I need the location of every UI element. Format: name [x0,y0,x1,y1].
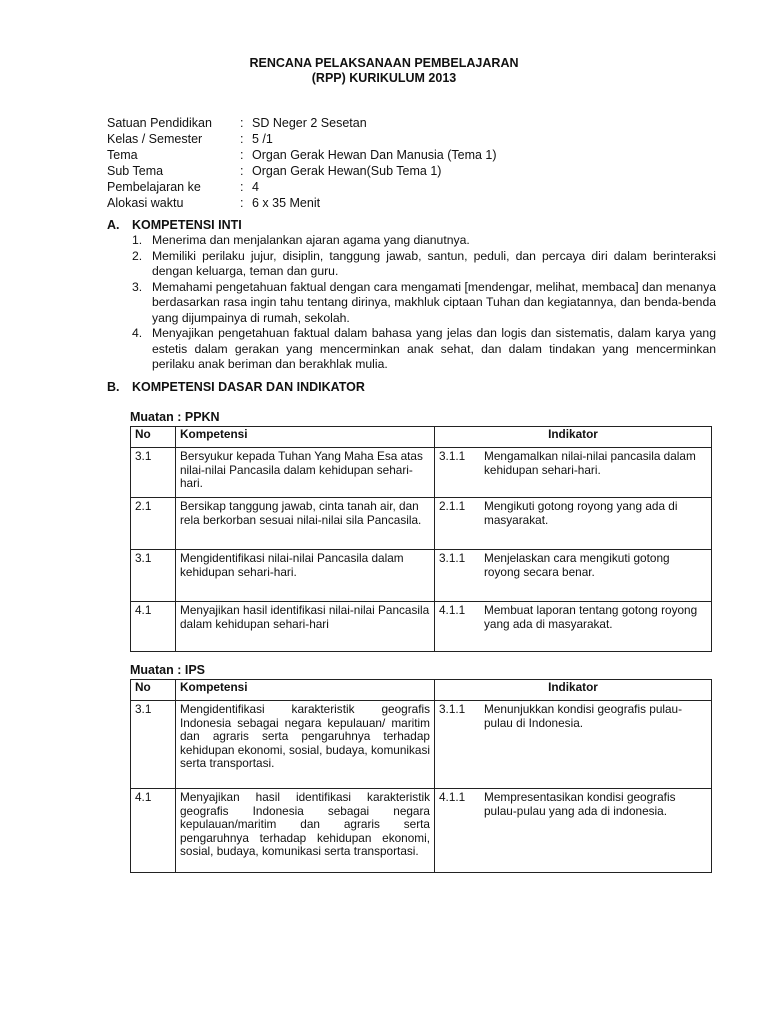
table-row: 2.1 Bersikap tanggung jawab, cinta tanah air, dan rela berkorban sesuai nilai-nilai sila Pancasila. 2.1.1 Mengikuti gotong royong yang ada di masyarakat. [131,498,712,550]
table-row: 4.1 Menyajikan hasil identifikasi karakteristik geografis Indonesia sebagai negara kepulauan/maritim dan agraris serta pengaruhnya terhadap kehidupan ekonomi, sosial, budaya, komunikasi serta transportasi. 4.1.1 Mempresentasikan kondisi geografis pulau-pulau yang ada di indonesia. [131,789,712,873]
info-row: Tema : Organ Gerak Hewan Dan Manusia (Tema 1) [107,148,497,162]
ips-table [130,679,712,873]
ppkn-table [130,426,712,652]
info-row: Alokasi waktu : 6 x 35 Menit [107,196,321,210]
doc-title-line2: (RPP) KURIKULUM 2013 [311,71,457,85]
table-row: 3.1 Mengidentifikasi karakteristik geografis Indonesia sebagai negara kepulauan/ maritim dan agraris serta pengaruhnya terhadap kehidupan ekonomi, sosial, budaya, komunikasi serta transportasi. 3.1.1 Menunjukkan kondisi geografis pulau-pulau di Indonesia. [131,701,712,789]
doc-title-line1: RENCANA PELAKSANAAN PEMBELAJARAN [249,56,519,70]
muatan-ips-label: Muatan : IPS [130,663,206,677]
info-row: Pembelajaran ke : 4 [107,180,259,194]
section-b-heading: B. KOMPETENSI DASAR DAN INDIKATOR [107,380,365,394]
info-row: Kelas / Semester : 5 /1 [107,132,273,146]
info-row: Satuan Pendidikan : SD Neger 2 Sesetan [107,116,367,130]
muatan-ppkn-label: Muatan : PPKN [130,410,220,424]
list-item: 4. Menyajikan pengetahuan faktual dalam bahasa yang jelas dan logis dan sistematis, dalam karya yang estetis dalam gerakan yang mencerminkan anak sehat, dan dalam tindakan yang mencerminkan perilaku anak beriman dan berakhlak mulia. [132,326,716,371]
kompetensi-inti-list [132,233,716,373]
list-item: 2. Memiliki perilaku jujur, disiplin, tanggung jawab, santun, peduli, dan percaya diri dalam berinteraksi dengan keluarga, teman dan guru. [132,248,716,278]
table-header-row: No Kompetensi Indikator [131,427,712,448]
list-item: 1. Menerima dan menjalankan ajaran agama yang dianutnya. [132,233,470,247]
table-row: 3.1 Mengidentifikasi nilai-nilai Pancasila dalam kehidupan sehari-hari. 3.1.1 Menjelaskan cara mengikuti gotong royong secara benar. [131,550,712,602]
table-row: 3.1 Bersyukur kepada Tuhan Yang Maha Esa atas nilai-nilai Pancasila dalam kehidupan sehari-hari. 3.1.1 Mengamalkan nilai-nilai pancasila dalam kehidupan sehari-hari. [131,448,712,498]
section-a-heading: A. KOMPETENSI INTI [107,218,242,232]
table-row: 4.1 Menyajikan hasil identifikasi nilai-nilai Pancasila dalam kehidupan sehari-hari 4.1.1 Membuat laporan tentang gotong royong yang ada di masyarakat. [131,602,712,652]
identity-block [107,115,497,211]
info-row: Sub Tema : Organ Gerak Hewan(Sub Tema 1) [107,164,442,178]
list-item: 3. Memahami pengetahuan faktual dengan cara mengamati [mendengar, melihat, membaca] dan menanya berdasarkan rasa ingin tahu tentang dirinya, makhluk ciptaan Tuhan dan kegiatannya, dan benda-benda yang dijumpainya di rumah, sekolah. [132,279,716,325]
table-header-row: No Kompetensi Indikator [131,680,712,701]
